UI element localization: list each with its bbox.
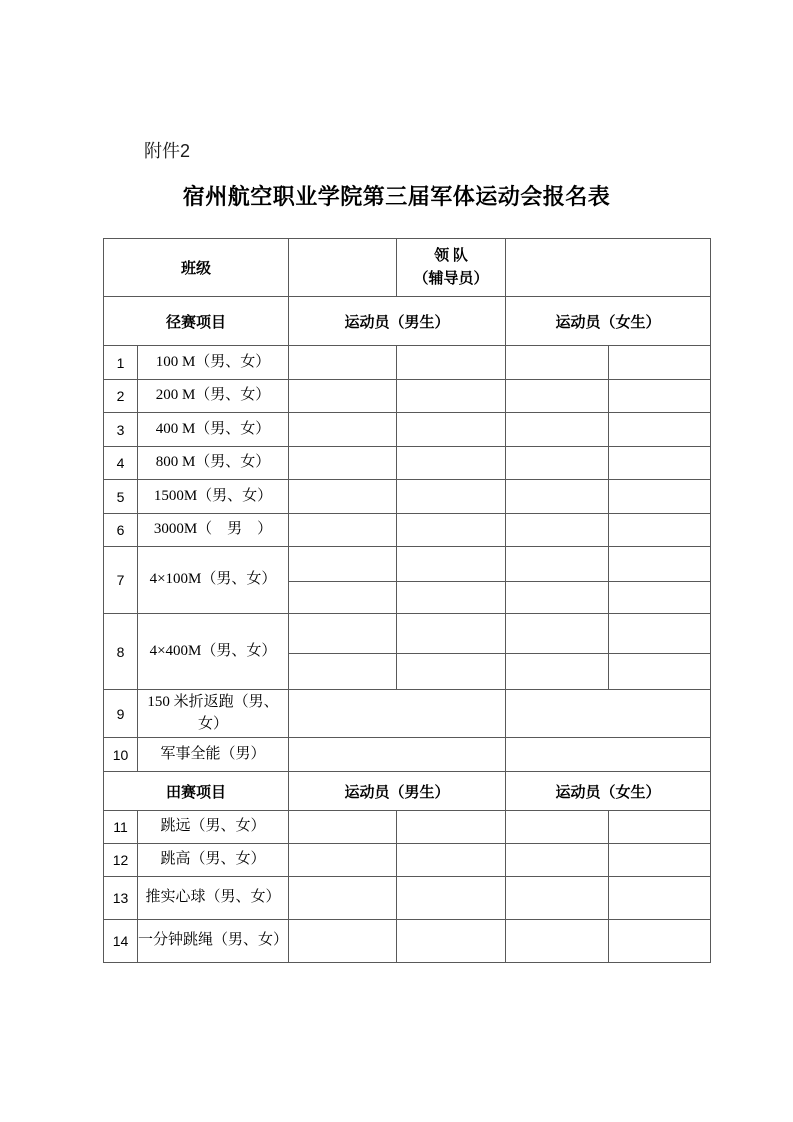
event-name: 4×100M（男、女） xyxy=(138,547,289,614)
male-entry-cell xyxy=(289,514,397,547)
page-title: 宿州航空职业学院第三届军体运动会报名表 xyxy=(182,184,611,209)
event-number: 7 xyxy=(104,547,138,614)
male-entry-cell xyxy=(397,582,506,614)
male-entry-cell xyxy=(397,920,506,963)
male-entry-cell xyxy=(289,480,397,514)
event-number: 10 xyxy=(104,738,138,772)
track-section-label: 径赛项目 xyxy=(104,297,289,346)
event-number: 14 xyxy=(104,920,138,963)
attachment-label: 附件2 xyxy=(144,141,191,161)
female-entry-cell xyxy=(506,582,609,614)
male-entry-cell xyxy=(289,413,397,447)
track-event-row xyxy=(104,380,711,413)
male-entry-cell xyxy=(289,690,506,738)
male-entry-cell xyxy=(397,413,506,447)
event-name: 4×400M（男、女） xyxy=(138,614,289,690)
event-name: 跳高（男、女） xyxy=(138,844,289,877)
track-event-row xyxy=(104,514,711,547)
header-row-class xyxy=(104,239,711,297)
male-entry-cell xyxy=(289,547,397,582)
event-number: 5 xyxy=(104,480,138,514)
leader-label-line1: 领 队 xyxy=(434,248,468,264)
track-event-row xyxy=(104,614,711,654)
event-number: 6 xyxy=(104,514,138,547)
female-entry-cell xyxy=(609,480,711,514)
event-name: 1500M（男、女） xyxy=(138,480,289,514)
event-name: 推实心球（男、女） xyxy=(138,877,289,920)
class-label: 班级 xyxy=(104,239,289,297)
female-entry-cell xyxy=(609,844,711,877)
male-entry-cell xyxy=(289,844,397,877)
event-name: 200 M（男、女） xyxy=(138,380,289,413)
event-number: 3 xyxy=(104,413,138,447)
male-entry-cell xyxy=(397,547,506,582)
event-number: 8 xyxy=(104,614,138,690)
male-entry-cell xyxy=(289,346,397,380)
female-entry-cell xyxy=(506,920,609,963)
leader-entry-cell xyxy=(506,239,711,297)
male-entry-cell xyxy=(397,447,506,480)
field-event-row xyxy=(104,844,711,877)
male-entry-cell xyxy=(289,614,397,654)
female-entry-cell xyxy=(609,614,711,654)
field-female-header: 运动员（女生） xyxy=(506,772,711,811)
male-entry-cell xyxy=(397,346,506,380)
leader-label-line2: （辅导员） xyxy=(413,270,489,287)
female-entry-cell xyxy=(609,346,711,380)
track-female-header: 运动员（女生） xyxy=(506,297,711,346)
event-number: 12 xyxy=(104,844,138,877)
male-entry-cell xyxy=(289,582,397,614)
female-entry-cell xyxy=(609,920,711,963)
event-number: 9 xyxy=(104,690,138,738)
female-entry-cell xyxy=(506,547,609,582)
track-event-row xyxy=(104,738,711,772)
female-entry-cell xyxy=(609,514,711,547)
female-entry-cell xyxy=(506,811,609,844)
event-name: 800 M（男、女） xyxy=(138,447,289,480)
male-entry-cell xyxy=(397,514,506,547)
male-entry-cell xyxy=(289,811,397,844)
male-entry-cell xyxy=(397,811,506,844)
female-entry-cell xyxy=(506,614,609,654)
male-entry-cell xyxy=(289,380,397,413)
track-event-row xyxy=(104,447,711,480)
male-entry-cell xyxy=(289,447,397,480)
male-entry-cell xyxy=(397,614,506,654)
male-entry-cell xyxy=(397,480,506,514)
female-entry-cell xyxy=(609,380,711,413)
female-entry-cell xyxy=(609,877,711,920)
event-number: 11 xyxy=(104,811,138,844)
female-entry-cell xyxy=(506,738,711,772)
female-entry-cell xyxy=(506,844,609,877)
event-name: 150 米折返跑（男、女） xyxy=(138,690,289,738)
female-entry-cell xyxy=(506,413,609,447)
field-section-header-row xyxy=(104,772,711,811)
event-name: 400 M（男、女） xyxy=(138,413,289,447)
track-event-row xyxy=(104,346,711,380)
track-event-row xyxy=(104,480,711,514)
female-entry-cell xyxy=(609,413,711,447)
event-name: 跳远（男、女） xyxy=(138,811,289,844)
event-number: 13 xyxy=(104,877,138,920)
field-event-row xyxy=(104,811,711,844)
male-entry-cell xyxy=(397,380,506,413)
track-event-row xyxy=(104,413,711,447)
male-entry-cell xyxy=(397,844,506,877)
male-entry-cell xyxy=(289,920,397,963)
event-name: 3000M（ 男 ） xyxy=(138,514,289,547)
male-entry-cell xyxy=(289,877,397,920)
track-section-header-row xyxy=(104,297,711,346)
female-entry-cell xyxy=(609,447,711,480)
field-section-label: 田赛项目 xyxy=(104,772,289,811)
female-entry-cell xyxy=(609,547,711,582)
class-entry-cell xyxy=(289,239,397,297)
track-event-row xyxy=(104,690,711,738)
event-name: 一分钟跳绳（男、女） xyxy=(138,920,289,963)
female-entry-cell xyxy=(506,654,609,690)
female-entry-cell xyxy=(506,480,609,514)
male-entry-cell xyxy=(289,654,397,690)
field-event-row xyxy=(104,877,711,920)
female-entry-cell xyxy=(506,447,609,480)
registration-table xyxy=(103,238,711,963)
female-entry-cell xyxy=(609,654,711,690)
female-entry-cell xyxy=(506,514,609,547)
event-number: 4 xyxy=(104,447,138,480)
track-male-header: 运动员（男生） xyxy=(289,297,506,346)
event-number: 1 xyxy=(104,346,138,380)
female-entry-cell xyxy=(609,811,711,844)
female-entry-cell xyxy=(609,582,711,614)
male-entry-cell xyxy=(397,654,506,690)
event-name: 军事全能（男） xyxy=(138,738,289,772)
female-entry-cell xyxy=(506,690,711,738)
track-event-row xyxy=(104,547,711,582)
field-event-row xyxy=(104,920,711,963)
leader-label xyxy=(397,239,506,297)
field-male-header: 运动员（男生） xyxy=(289,772,506,811)
female-entry-cell xyxy=(506,380,609,413)
male-entry-cell xyxy=(289,738,506,772)
female-entry-cell xyxy=(506,346,609,380)
female-entry-cell xyxy=(506,877,609,920)
male-entry-cell xyxy=(397,877,506,920)
event-number: 2 xyxy=(104,380,138,413)
event-name: 100 M（男、女） xyxy=(138,346,289,380)
